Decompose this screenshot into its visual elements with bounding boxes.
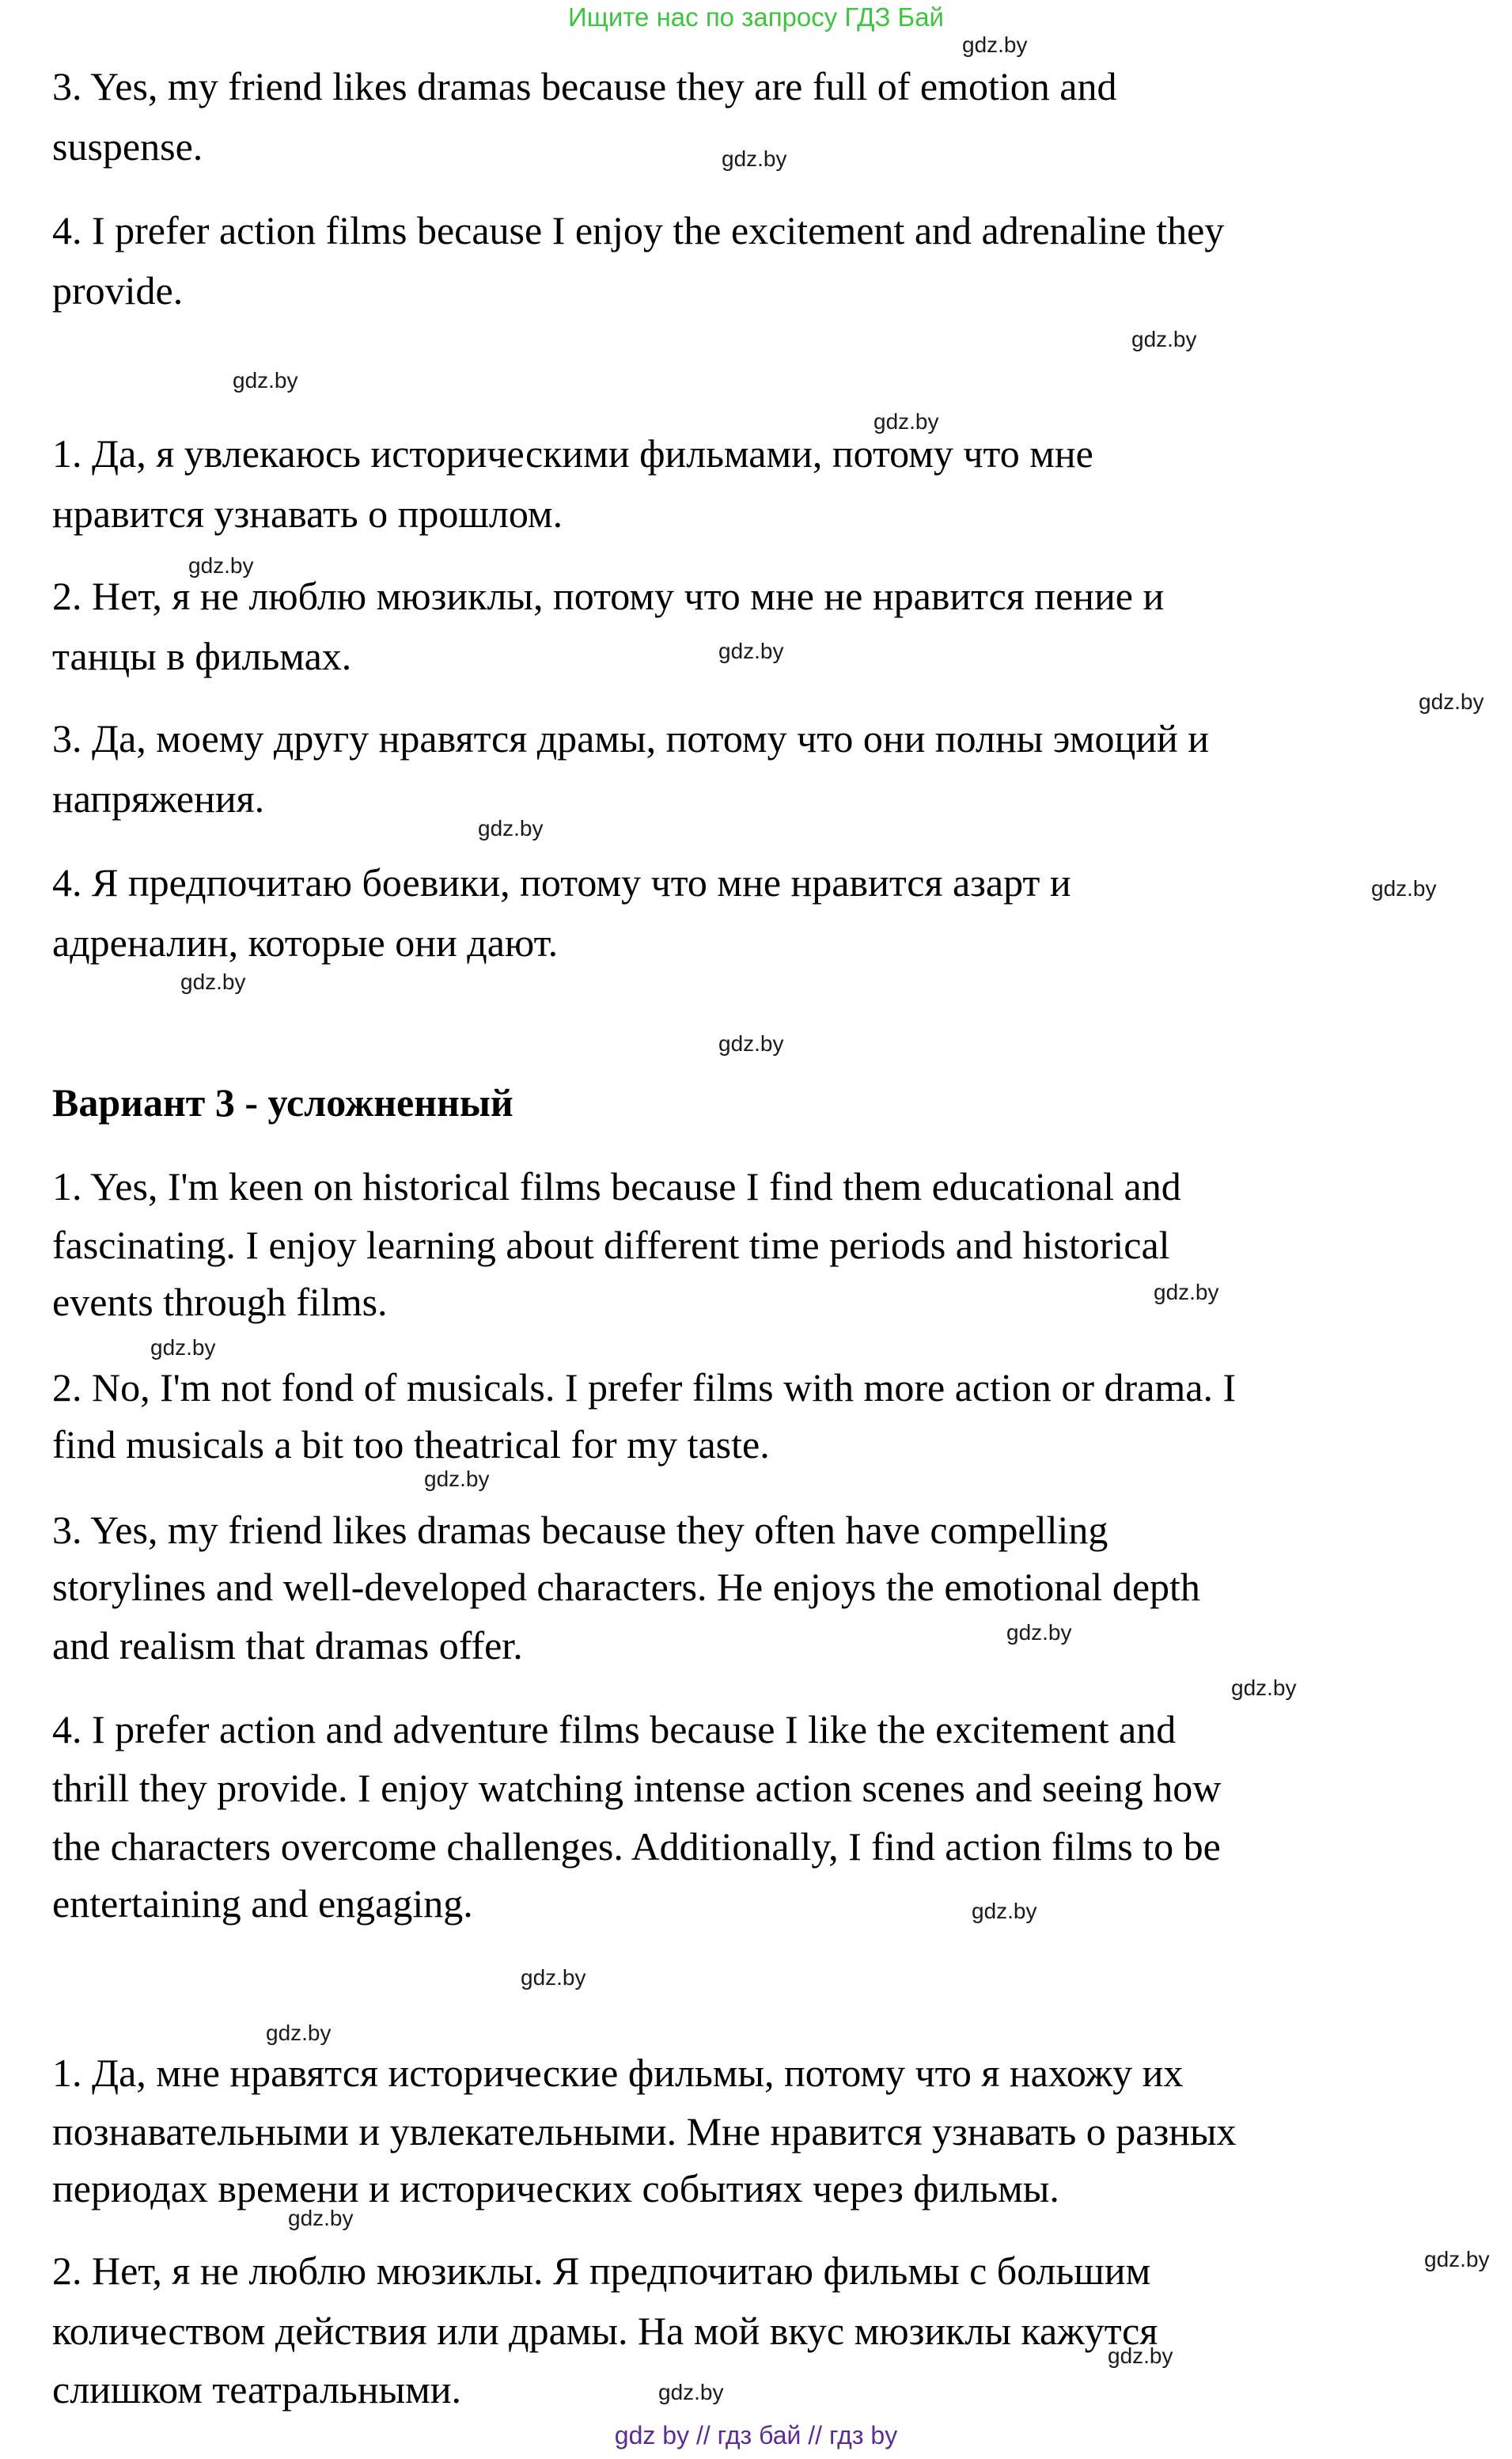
text-line: 4. I prefer action films because I enjoy the excitement and adrenaline they: [52, 208, 1225, 252]
text-line: storylines and well-developed characters. He enjoys the emotional depth: [52, 1565, 1200, 1609]
gdz-watermark: gdz.by: [478, 816, 544, 841]
text-line: 3. Yes, my friend likes dramas because they often have compelling: [52, 1508, 1108, 1552]
text-line: 4. Я предпочитаю боевики, потому что мне нравится азарт и: [52, 860, 1071, 905]
gdz-watermark: gdz.by: [1371, 876, 1437, 901]
text-line: нравится узнавать о прошлом.: [52, 491, 563, 536]
section-heading: Вариант 3 - усложненный: [52, 1080, 513, 1125]
gdz-watermark: gdz.by: [1154, 1280, 1219, 1304]
text-line: слишком театральными.: [52, 2367, 461, 2412]
text-line: 2. Нет, я не люблю мюзиклы, потому что мне не нравится пение и: [52, 574, 1165, 618]
gdz-watermark: gdz.by: [424, 1467, 490, 1491]
text-line: адреналин, которые они дают.: [52, 920, 559, 965]
gdz-watermark: gdz.by: [1108, 2343, 1173, 2368]
text-line: entertaining and engaging.: [52, 1881, 473, 1926]
text-line: периодах времени и исторических событиях через фильмы.: [52, 2166, 1059, 2210]
gdz-watermark: gdz.by: [718, 1031, 784, 1056]
gdz-watermark: gdz.by: [873, 409, 939, 434]
gdz-watermark: gdz.by: [150, 1335, 216, 1360]
text-line: познавательными и увлекательными. Мне нравится узнавать о разных: [52, 2109, 1237, 2154]
text-line: thrill they provide. I enjoy watching intense action scenes and seeing how: [52, 1766, 1222, 1810]
gdz-watermark: gdz.by: [718, 639, 784, 663]
text-line: 1. Да, я увлекаюсь историческими фильмами, потому что мне: [52, 431, 1093, 476]
text-line: the characters overcome challenges. Additionally, I find action films to be: [52, 1824, 1221, 1869]
text-line: 3. Да, моему другу нравятся драмы, потому что они полны эмоций и: [52, 716, 1210, 761]
gdz-watermark: gdz.by: [288, 2206, 354, 2230]
gdz-watermark: gdz.by: [1006, 1620, 1072, 1645]
text-line: provide.: [52, 268, 184, 313]
footer-links: gdz by // гдз бай // гдз by: [614, 2421, 898, 2450]
text-line: events through films.: [52, 1280, 388, 1324]
gdz-watermark: gdz.by: [521, 1965, 586, 1990]
text-line: 2. Нет, я не люблю мюзиклы. Я предпочитаю фильмы с большим: [52, 2248, 1151, 2293]
gdz-watermark: gdz.by: [188, 553, 254, 578]
text-line: 4. I prefer action and adventure films because I like the excitement and: [52, 1707, 1177, 1751]
gdz-watermark: gdz.by: [266, 2021, 332, 2045]
text-line: 1. Yes, I'm keen on historical films because I find them educational and: [52, 1164, 1181, 1209]
text-line: 3. Yes, my friend likes dramas because they are full of emotion and: [52, 64, 1117, 108]
text-line: and realism that dramas offer.: [52, 1623, 523, 1668]
text-line: suspense.: [52, 124, 203, 169]
gdz-watermark: gdz.by: [1231, 1675, 1297, 1700]
text-line: 2. No, I'm not fond of musicals. I prefer films with more action or drama. I: [52, 1365, 1237, 1410]
gdz-watermark: gdz.by: [233, 368, 298, 393]
gdz-watermark: gdz.by: [180, 970, 246, 994]
text-line: fascinating. I enjoy learning about different time periods and historical: [52, 1223, 1170, 1267]
text-line: количеством действия или драмы. На мой вкус мюзиклы кажутся: [52, 2309, 1158, 2353]
text-line: find musicals a bit too theatrical for my taste.: [52, 1422, 770, 1467]
gdz-watermark: gdz.by: [1424, 2247, 1490, 2271]
gdz-watermark: gdz.by: [962, 32, 1028, 57]
text-line: 1. Да, мне нравятся исторические фильмы, потому что я нахожу их: [52, 2051, 1184, 2095]
gdz-watermark: gdz.by: [1131, 327, 1197, 351]
text-line: танцы в фильмах.: [52, 634, 352, 678]
site-banner: Ищите нас по запросу ГДЗ Бай: [568, 2, 944, 32]
text-line: напряжения.: [52, 776, 265, 821]
gdz-watermark: gdz.by: [658, 2380, 724, 2404]
gdz-watermark: gdz.by: [1419, 689, 1484, 714]
gdz-watermark: gdz.by: [722, 146, 787, 171]
gdz-watermark: gdz.by: [972, 1899, 1037, 1923]
